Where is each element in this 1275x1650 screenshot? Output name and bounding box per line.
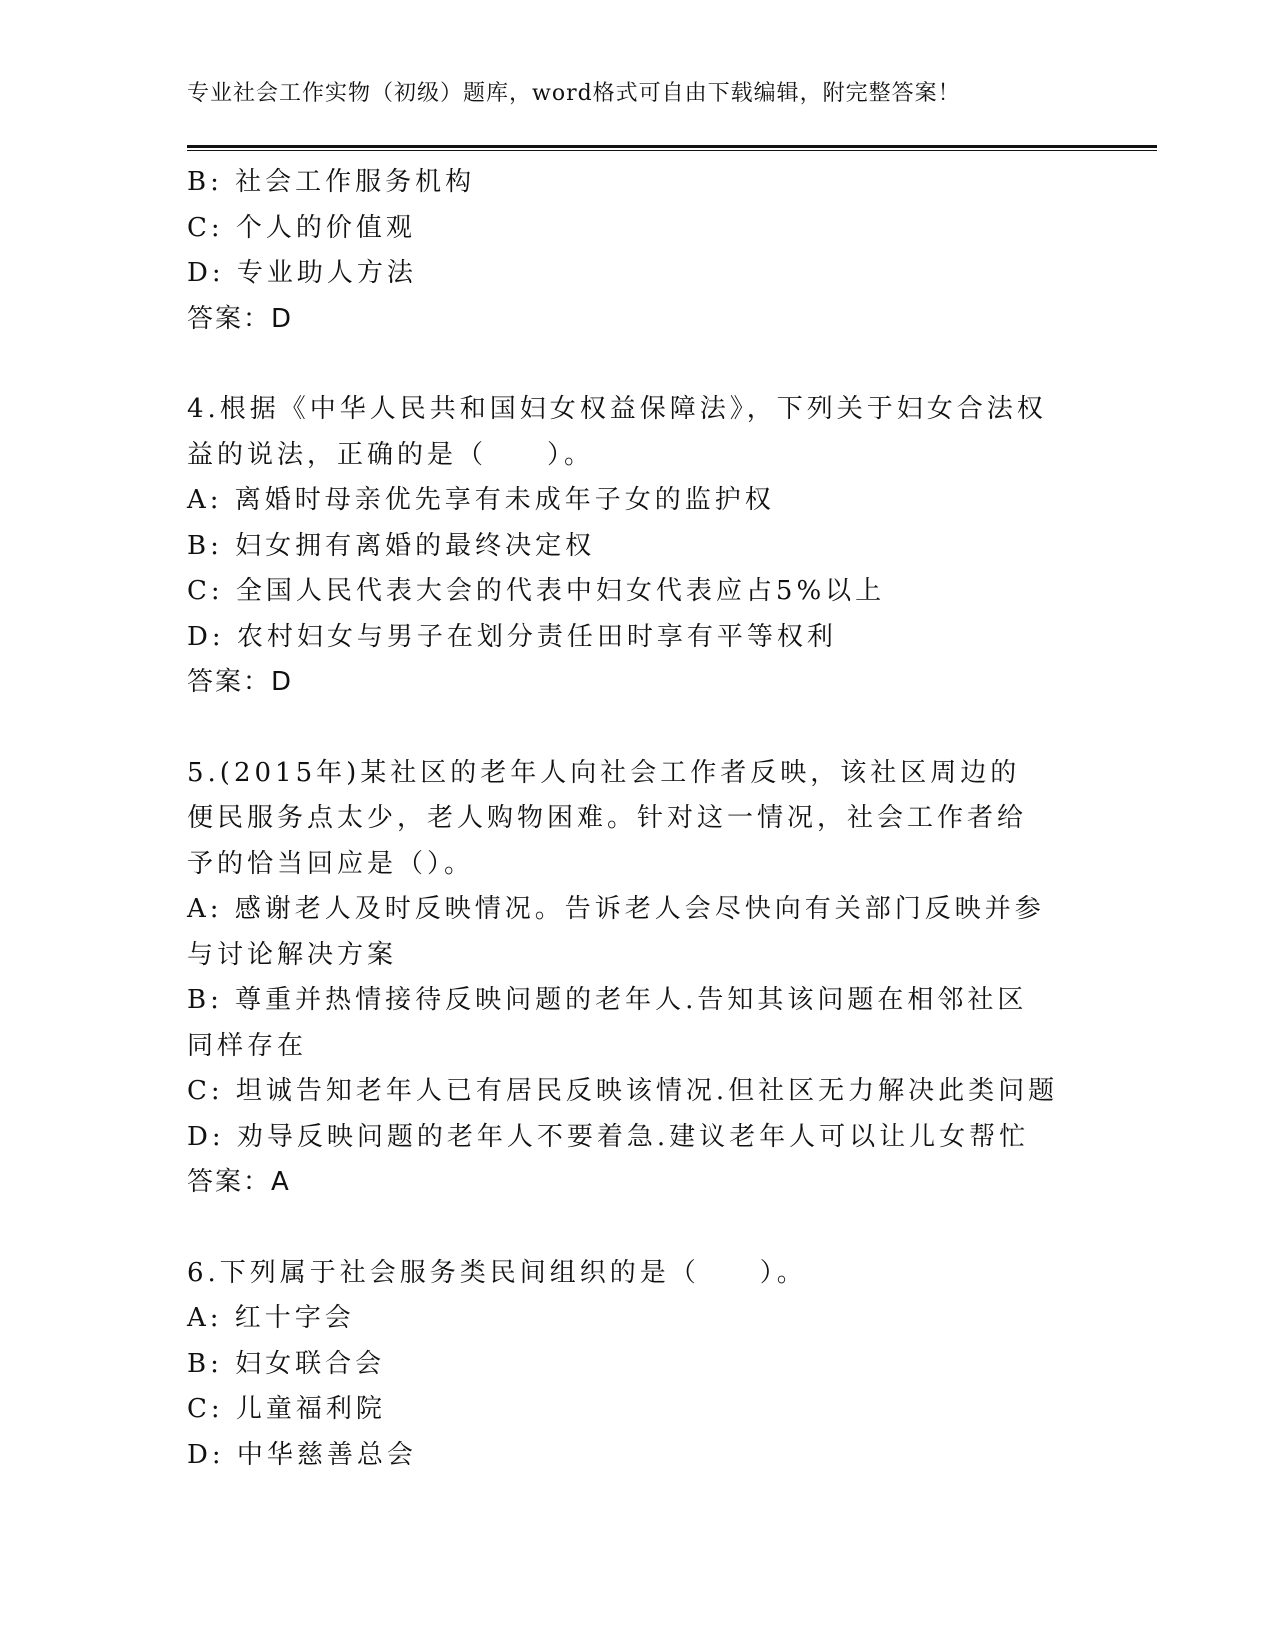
question-6 <box>187 1251 1077 1479</box>
page-header-title: 专业社会工作实物（初级）题库，word格式可自由下载编辑，附完整答案！ <box>187 81 961 106</box>
answer-line: 答案：D <box>187 303 294 334</box>
option-a: A: 感谢老人及时反映情况。告诉老人会尽快向有关部门反映并参与讨论解决方案 <box>187 894 1045 970</box>
option-a: A: 离婚时母亲优先享有未成年子女的监护权 <box>187 485 775 515</box>
option-b: B: 社会工作服务机构 <box>187 167 476 197</box>
question-stem: 6.下列属于社会服务类民间组织的是（ ）。 <box>187 1257 807 1288</box>
spacer <box>187 706 1077 751</box>
option-b: B: 妇女联合会 <box>187 1348 386 1379</box>
question-stem: 5.(2015年)某社区的老年人向社会工作者反映，该社区周边的便民服务点太少，老人购物困难。针对这一情况，社会工作者给予的恰当回应是（）。 <box>187 757 1028 879</box>
answer-line: 答案：D <box>187 667 294 697</box>
question-content <box>187 160 1077 1478</box>
option-b: B: 尊重并热情接待反映问题的老年人.告知其该问题在相邻社区同样存在 <box>187 985 1028 1061</box>
answer-line: 答案：A <box>187 1167 291 1197</box>
question-4 <box>187 387 1077 706</box>
question-3-tail <box>187 160 1077 342</box>
question-5 <box>187 751 1077 1206</box>
option-a: A: 红十字会 <box>187 1303 355 1333</box>
option-c: C: 全国人民代表大会的代表中妇女代表应占5%以上 <box>187 576 886 606</box>
option-c: C: 个人的价值观 <box>187 212 416 243</box>
option-c: C: 儿童福利院 <box>187 1394 386 1424</box>
question-stem: 4.根据《中华人民共和国妇女权益保障法》，下列关于妇女合法权益的说法，正确的是（ ）。 <box>187 394 1047 470</box>
option-d: D: 专业助人方法 <box>187 258 417 288</box>
option-d: D: 劝导反映问题的老年人不要着急.建议老年人可以让儿女帮忙 <box>187 1121 1030 1152</box>
header-divider-thin <box>187 150 1157 151</box>
option-c: C: 坦诚告知老年人已有居民反映该情况.但社区无力解决此类问题 <box>187 1076 1059 1106</box>
option-b: B: 妇女拥有离婚的最终决定权 <box>187 530 596 561</box>
header-divider-thick <box>187 145 1157 148</box>
option-d: D: 中华慈善总会 <box>187 1439 417 1470</box>
option-d: D: 农村妇女与男子在划分责任田时享有平等权利 <box>187 621 837 652</box>
spacer <box>187 342 1077 387</box>
spacer <box>187 1206 1077 1251</box>
